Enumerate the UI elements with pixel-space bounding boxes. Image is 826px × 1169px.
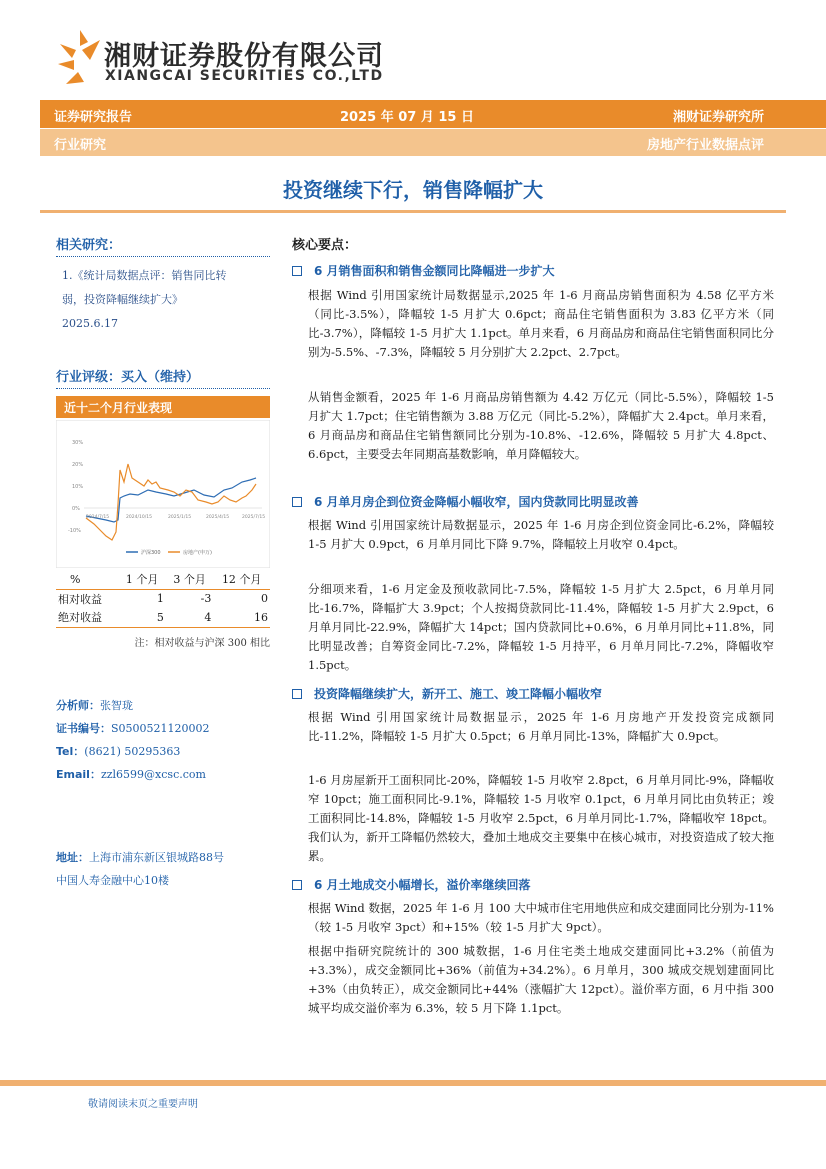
x-tick-label: 2025/4/15 [206,515,230,520]
table-cell: 1 [156,592,164,606]
related-research-line1: 1.《统计局数据点评：销售同比转 [62,269,227,282]
email-label: Email： [56,768,101,781]
core-points-heading: 核心要点： [292,238,358,253]
address-label: 地址： [56,851,89,864]
report-type: 证券研究报告 [54,110,133,125]
section-heading-investment: 投资降幅继续扩大，新开工、施工、竣工降幅小幅收窄 [292,685,602,702]
table-header-cell: 12 个月 [213,570,270,589]
footer-band [0,1080,826,1086]
address-line2: 中国人寿金融中心10楼 [56,874,169,887]
paragraph: 从销售金额看，2025 年 1-6 月商品房销售额为 4.42 万亿元（同比-5.5%），降幅较 1-5 月扩大 1.7pct；住宅销售额为 3.88 万亿元（同比-5.2%），降幅扩大 2.4pct。单月来看，6 月商品房和商品住宅销售额同比分别为-10.8%、-12.6%，降幅较 5 月扩大 4.8pct、6.6pct，主要受去年同期高基数影响，单月降幅较大。 [308,390,774,461]
y-tick-label: 20% [72,462,84,468]
paragraph: 分细项来看，1-6 月定金及预收款同比-7.5%，降幅较 1-5 月扩大 2.5pct，6 月单月同比-16.7%，降幅扩大 3.9pct；个人按揭贷款同比-11.4%，降幅较 1-5 月扩大 2.9pct，6 月单月同比-22.9%，降幅扩大 14pct；国内贷款同比+0.6%，6 月单月同比+11.8%，同比明显改善；自筹资金同比-7.2%，降幅较 1-5 月持平，6 月单月同比-7.2%，降幅收窄 1.5pct。 [308,582,774,672]
company-name-cn: 湘财证券股份有限公司 [104,41,384,72]
disclaimer-notice[interactable]: 敬请阅读末页之重要声明 [88,1099,198,1110]
analyst-name: 张智珑 [100,699,133,712]
company-name-en: XIANGCAI SECURITIES CO.,LTD [105,68,384,84]
x-tick-label: 2024/10/15 [126,515,152,520]
tel-label: Tel： [56,745,85,758]
y-tick-label: -10% [68,528,81,534]
y-tick-label: 10% [72,484,84,490]
table-cell: 5 [118,608,165,627]
related-research-line2: 弱，投资降幅继续扩大》 [62,293,183,306]
table-cell: 4 [166,608,213,627]
table-header-cell: 3 个月 [166,570,213,589]
header-band-secondary [40,129,826,156]
row-label: 绝对收益 [56,608,118,627]
x-tick-label: 2024/7/15 [86,515,110,520]
report-title: 投资继续下行，销售降幅扩大 [283,178,543,202]
paragraph: 根据 Wind 引用国家统计局数据显示，2025 年 1-6 月房地产开发投资完成额同比-11.2%，降幅较 1-5 月扩大 0.5pct；6 月单月同比-13%，降幅扩大 0.9pct。 [308,710,774,743]
section-heading-land: 6 月土地成交小幅增长，溢价率继续回落 [292,876,531,893]
checkbox-bullet-icon [292,497,302,507]
header-band-primary [40,100,826,128]
table-header-row [56,570,270,589]
paragraph: 根据 Wind 引用国家统计局数据显示，2025 年 1-6 月房企到位资金同比-6.2%，降幅较 1-5 月扩大 0.9pct，6 月单月同比下降 9.7%，降幅较上月收窄 0.4pct。 [308,518,774,551]
section-heading-funding: 6 月单月房企到位资金降幅小幅收窄，国内贷款同比明显改善 [292,493,639,510]
performance-table [56,570,270,628]
industry-rating: 行业评级：买入（维持） [56,370,200,385]
table-row [56,589,270,608]
related-research-heading: 相关研究： [56,238,122,253]
paragraph: 根据 Wind 引用国家统计局数据显示,2025 年 1-6 月商品房销售面积为 4.58 亿平方米（同比-3.5%），降幅较 1-5 月扩大 0.6pct；商品住宅销售面积为 3.83 亿平方米（同比-3.7%），降幅较 1-5 月扩大 1.1pct。单月来看，6 月商品房和商品住宅销售面积同比分别为-5.5%、-7.3%，降幅较 5 月分别扩大 2.2pct、2.7pct。 [308,288,774,359]
analyst-contact [56,694,276,786]
address-line1: 上海市浦东新区银城路88号 [89,851,224,864]
checkbox-bullet-icon [292,266,302,276]
table-cell: 16 [213,608,270,627]
table-row [56,608,270,627]
company-logo-icon [58,30,102,86]
y-tick-label: 30% [72,440,84,446]
legend-label-hs300: 沪深300 [141,550,161,556]
related-research-item[interactable] [62,264,276,336]
paragraph: 根据中指研究院统计的 300 城数据，1-6 月住宅类土地成交建面同比+3.2%（前值为+3.3%），成交金额同比+36%（前值为+34.2%）。6 月单月，300 城成交规划建面同比+3%（由负转正），成交金额同比+44%（涨幅扩大 12pct）。溢价率方面，6 月中指 300 城平均成交溢价率为 6.3%，较 5 月下降 1.1pct。 [308,944,774,1015]
research-category: 行业研究 [54,138,107,153]
paragraph: 1-6 月房屋新开工面积同比-20%，降幅较 1-5 月收窄 2.8pct，6 月单月同比-9%，降幅收窄 10pct；施工面积同比-9.1%，降幅较 1-5 月收窄 0.1pct，6 月单月同比由负转正；竣工面积同比-14.8%，降幅较 1-5 月收窄 2.5pct，6 月单月同比-1.7%，降幅收窄 18pct。我们认为，新开工降幅仍然较大，叠加土地成交主要集中在核心城市，对投资造成了较大拖累。 [308,773,774,863]
table-cell: -3 [200,592,212,606]
cert-number: S0500521120002 [111,722,210,735]
report-subject: 房地产行业数据点评 [646,138,764,153]
checkbox-bullet-icon [292,689,302,699]
y-tick-label: 0% [72,506,80,512]
paragraph: 根据 Wind 数据，2025 年 1-6 月 100 大中城市住宅用地供应和成交建面同比分别为-11%（较 1-5 月收窄 3pct）和+15%（较 1-5 月扩大 9pct）。 [308,901,774,934]
tel-number: (8621) 50295363 [84,745,181,758]
cert-label: 证书编号： [56,722,111,735]
email-link[interactable]: zzl6599@xcsc.com [100,768,206,781]
row-label: 相对收益 [58,592,102,606]
checkbox-bullet-icon [292,880,302,890]
table-header-cell: 1 个月 [118,570,165,589]
section-heading-sales: 6 月销售面积和销售金额同比降幅进一步扩大 [292,262,555,279]
divider [56,388,270,389]
performance-chart [56,420,270,568]
report-date: 2025 年 07 月 15 日 [340,110,474,125]
related-research-date: 2025.6.17 [62,317,118,330]
address-block [56,846,286,892]
divider [56,256,270,257]
x-tick-label: 2025/7/15 [242,515,266,520]
analyst-label: 分析师： [56,699,100,712]
legend-label-realestate: 房地产(申万) [183,550,212,556]
table-header-cell: % [56,570,118,589]
performance-heading: 近十二个月行业表现 [56,396,270,418]
title-divider [40,210,786,213]
x-tick-label: 2025/1/15 [168,515,192,520]
table-cell: 0 [261,592,268,606]
table-note: 注：相对收益与沪深 300 相比 [134,638,270,649]
institute-name: 湘财证券研究所 [672,110,764,125]
